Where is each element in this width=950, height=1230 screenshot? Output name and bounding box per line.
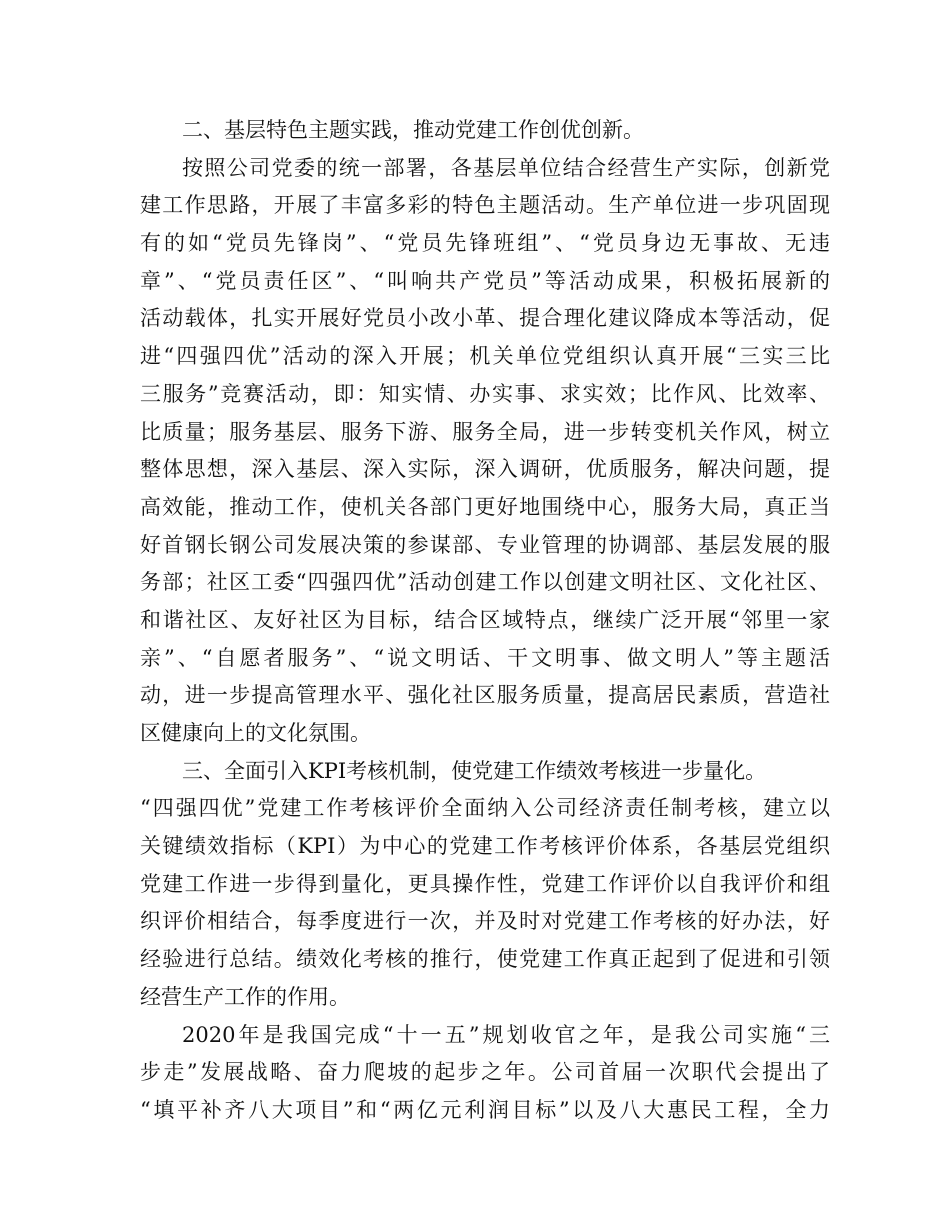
text-line: 整体思想，深入基层、深入实际，深入调研，优质服务，解决问题，提 <box>140 457 830 482</box>
text-line: 经验进行总结。绩效化考核的推行，使党建工作真正起到了促进和引领 <box>140 947 830 972</box>
text-line: 务部；社区工委“四强四优”活动创建工作以创建文明社区、文化社区、 <box>140 570 830 595</box>
text-line: 亲”、“自愿者服务”、“说文明话、干文明事、做文明人”等主题活 <box>140 645 830 670</box>
text-line: 区健康向上的文化氛围。 <box>140 721 371 745</box>
text-line: 有的如“党员先锋岗”、“党员先锋班组”、“党员身边无事故、无违 <box>140 231 830 256</box>
text-line: 二、基层特色主题实践，推动党建工作创优创新。 <box>182 118 644 142</box>
text-line: 活动载体，扎实开展好党员小改小革、提合理化建议降成本等活动，促 <box>140 306 830 331</box>
text-line: 经营生产工作的作用。 <box>140 984 350 1009</box>
text-line: 比质量；服务基层、服务下游、服务全局，进一步转变机关作风，树立 <box>140 419 830 444</box>
document-body <box>140 112 830 1130</box>
text-line: 好首钢长钢公司发展决策的参谋部、专业管理的协调部、基层发展的服 <box>140 532 830 557</box>
text-line: 按照公司党委的统一部署，各基层单位结合经营生产实际，创新党 <box>182 155 830 180</box>
text-line: 建工作思路，开展了丰富多彩的特色主题活动。生产单位进一步巩固现 <box>140 193 830 218</box>
text-line: “四强四优”党建工作考核评价全面纳入公司经济责任制考核，建立以 <box>140 796 830 821</box>
text-line: 三、全面引入KPI考核机制，使党建工作绩效考核进一步量化。 <box>182 758 767 783</box>
text-line: 党建工作进一步得到量化，更具操作性，党建工作评价以自我评价和组 <box>140 871 830 896</box>
text-line: 2020年是我国完成“十一五”规划收官之年，是我公司实施“三 <box>182 1022 830 1047</box>
text-line: 高效能，推动工作，使机关各部门更好地围绕中心，服务大局，真正当 <box>140 494 830 519</box>
text-line: 关键绩效指标（KPI）为中心的党建工作考核评价体系，各基层党组织 <box>140 834 830 859</box>
text-line: 三服务”竞赛活动，即：知实情、办实事、求实效；比作风、比效率、 <box>140 381 830 406</box>
text-line: 动，进一步提高管理水平、强化社区服务质量，提高居民素质，营造社 <box>140 683 830 708</box>
text-line: 章”、“党员责任区”、“叫响共产党员”等活动成果，积极拓展新的 <box>140 268 830 293</box>
text-line: 和谐社区、友好社区为目标，结合区域特点，继续广泛开展“邻里一家 <box>140 607 830 632</box>
text-line: 进“四强四优”活动的深入开展；机关单位党组织认真开展“三实三比 <box>140 344 830 369</box>
text-line: 织评价相结合，每季度进行一次，并及时对党建工作考核的好办法，好 <box>140 909 830 934</box>
text-line: 步走”发展战略、奋力爬坡的起步之年。公司首届一次职代会提出了 <box>140 1060 830 1085</box>
text-line: “填平补齐八大项目”和“两亿元利润目标”以及八大惠民工程，全力 <box>140 1097 830 1122</box>
